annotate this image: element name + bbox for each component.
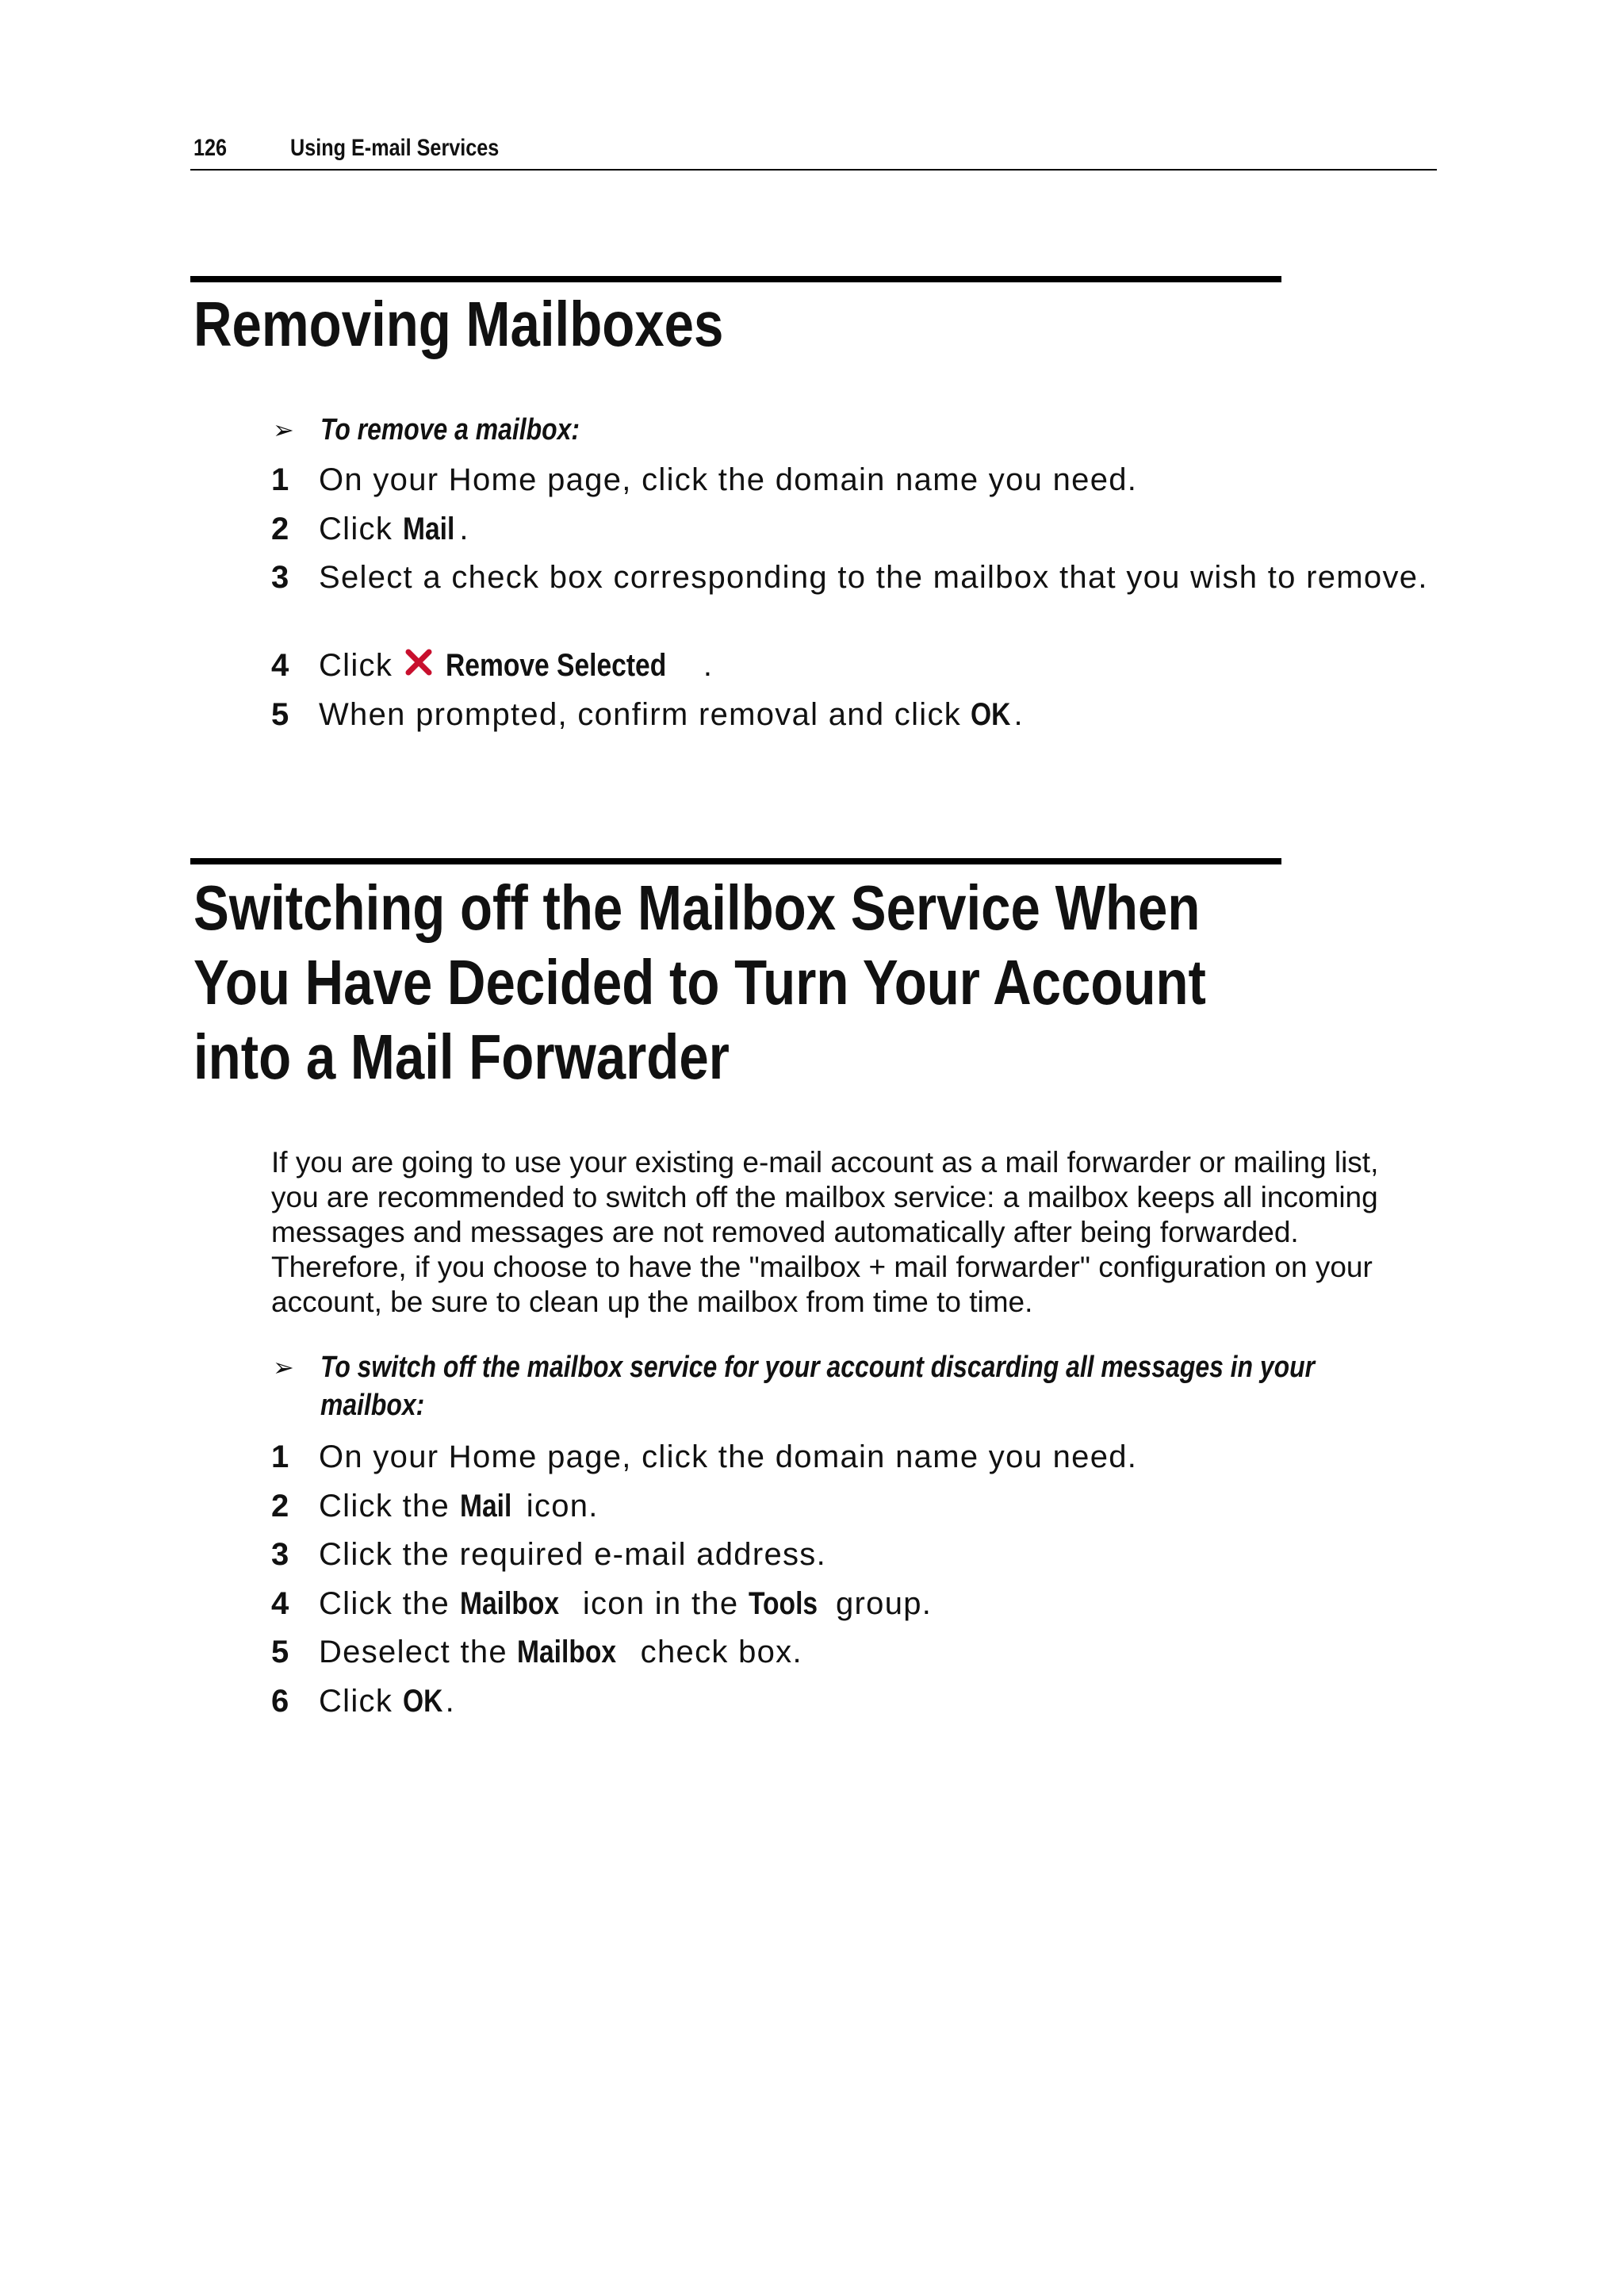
- step-item: 4 Click the Mailbox icon in the Tools group.: [271, 1584, 1137, 1633]
- step-item: 5 Deselect the Mailbox check box.: [271, 1632, 1137, 1681]
- remove-x-icon: [403, 647, 435, 679]
- ui-label-mailbox: Mailbox: [459, 1585, 559, 1621]
- procedure-caption: ➢ To remove a mailbox:: [273, 411, 629, 449]
- body-paragraph: If you are going to use your existing e-mail account as a mail forwarder or mailing list, you are recommended to switch off the mailbox service: a mailbox keeps all incoming messages and messages are not removed automatically after being forwarded. Therefore, if you choose to have the "mailbox + mail forwarder" configuration on your account, be sure to clean up the mailbox from time to time.: [271, 1146, 1379, 1318]
- step-list: [271, 1437, 1137, 1730]
- chapter-title: Using E-mail Services: [290, 135, 500, 161]
- step-item: 2 Click the Mail icon.: [271, 1486, 1137, 1535]
- procedure-caption: ➢ To switch off the mailbox service for your account discarding all messages in your mailbox:: [273, 1348, 1504, 1424]
- section-rule: [190, 276, 1281, 282]
- arrow-bullet-icon: ➢: [273, 1353, 294, 1382]
- section-title: Switching off the Mailbox Service When You Have Decided to Turn Your Account into a Mail Forwarder: [193, 872, 1206, 1092]
- ui-label-mail: Mail: [402, 511, 454, 546]
- ui-label-remove-selected: Remove Selected: [445, 648, 666, 683]
- ui-label-mailbox: Mailbox: [517, 1635, 617, 1669]
- step-item: 2 Click Mail .: [271, 509, 1429, 558]
- header-rule: [190, 169, 1437, 171]
- page-number: 126: [193, 135, 228, 161]
- ui-label-mail: Mail: [459, 1488, 511, 1524]
- arrow-bullet-icon: ➢: [273, 416, 294, 444]
- step-list: [271, 460, 1429, 743]
- step-item: 4 Click Remove Selected .: [271, 646, 1429, 695]
- step-item: 3 Select a check box corresponding to the mailbox that you wish to remove.: [271, 560, 1428, 595]
- section-title: Removing Mailboxes: [193, 289, 724, 359]
- ui-label-ok: OK: [971, 696, 1011, 732]
- step-item: 1 On your Home page, click the domain name you need.: [271, 462, 1138, 497]
- section-rule: [190, 858, 1281, 864]
- step-item: 1 On your Home page, click the domain name you need.: [271, 1439, 1138, 1474]
- step-item: 6 Click OK.: [271, 1681, 1137, 1731]
- ui-label-tools: Tools: [748, 1585, 818, 1621]
- step-item: 5 When prompted, confirm removal and click OK.: [271, 695, 1429, 744]
- ui-label-ok: OK: [402, 1683, 442, 1719]
- step-item: 3 Click the required e-mail address.: [271, 1537, 827, 1572]
